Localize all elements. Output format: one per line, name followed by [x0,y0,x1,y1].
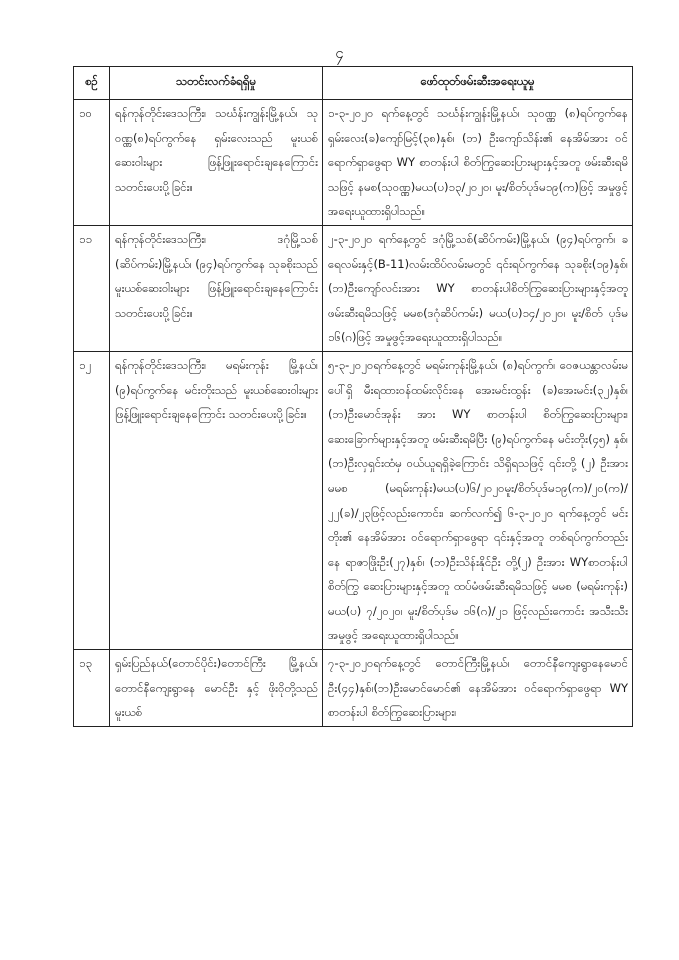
row-news-received: ရှမ်းပြည်နယ်(တောင်ပိုင်း)တောင်ကြီး မြို့နယ်၊ တောင်နီကျေးရွာနေ မောင်ဦး နှင့် ဖိုးဝိုတို့သည် မူးယစ် [110,650,323,727]
row-news-received: ရန်ကုန်တိုင်းဒေသကြီး၊ သင်္ဃန်းကျွန်းမြို့နယ်၊ သုဝဏ္ဏ(၈)ရပ်ကွက်နေ ရှမ်းလေးသည် မူးယစ်ဆေးဝါးများ ဖြန့်ဖြူးရောင်းချနေကြောင်း သတင်းပေးပို့ခြင်း။ [110,100,323,226]
row-action-taken: ၇-၃-၂၀၂၀ရက်နေ့တွင် တောင်ကြီးမြို့နယ်၊ တောင်နီကျေးရွာနေမောင်ဦး(၄၄)နှစ်၊(ဘ)ဦးမောင်မောင်၏ နေအိမ်အား ဝင်ရောက်ရှာဖွေရာ WY စာတန်းပါ စိတ်ကြွဆေးပြားများ၊ [323,650,633,727]
row-serial: ၁၀ [74,100,110,226]
table-row [74,100,633,226]
row-news-received: ရန်ကုန်တိုင်းဒေသကြီး၊ မရမ်းကုန်း မြို့နယ်၊ (၉)ရပ်ကွက်နေ မင်းတိုးသည် မူးယစ်ဆေးဝါးများ ဖြန့်ဖြူးရောင်းချနေကြောင်း သတင်းပေးပို့ခြင်း။ [110,351,323,649]
row-serial: ၁၂ [74,351,110,649]
table-row [74,225,633,351]
row-serial: ၁၁ [74,225,110,351]
report-table [73,66,633,727]
row-serial: ၁၃ [74,650,110,727]
row-news-received: ရန်ကုန်တိုင်းဒေသကြီး၊ ဒဂုံမြို့သစ် (ဆိပ်ကမ်း)မြို့နယ်၊ (၉၄)ရပ်ကွက်နေ သုခစိုးသည် မူးယစ်ဆေးဝါးများ ဖြန့်ဖြူးရောင်းချနေကြောင်း သတင်းပေးပို့ခြင်း။ [110,225,323,351]
table-row [74,351,633,649]
header-news-received: သတင်းလက်ခံရရှိမှု [110,67,323,100]
row-action-taken: ၁-၃-၂၀၂၀ ရက်နေ့တွင် သင်္ဃန်းကျွန်းမြို့နယ်၊ သုဝဏ္ဏ (၈)ရပ်ကွက်နေ ရှမ်းလေး(ခ)ကျော်မြင့်(၃၈)နှစ်၊ (ဘ) ဦးကျော်သိန်း၏ နေအိမ်အား ဝင်ရောက်ရှာဖွေရာ WY စာတန်းပါ စိတ်ကြွဆေးပြားများနှင့်အတူ ဖမ်းဆီးရမိသဖြင့် နမစ(သုဝဏ္ဏ)မယ(ပ)၁၃/၂၀၂၀၊ မူး/စိတ်ပုဒ်မ၁၉(က)ဖြင့် အမှုဖွင့်အရေးယူထားရှိပါသည်။ [323,100,633,226]
page-number: ၄ [335,44,344,62]
row-action-taken: ၂-၃-၂၀၂၀ ရက်နေ့တွင် ဒဂုံမြို့သစ်(ဆိပ်ကမ်း)မြို့နယ်၊ (၉၄)ရပ်ကွက်၊ ခရေလမ်းနှင့်(B-11)လမ်းထိပ်လမ်းမတွင် ၎င်းရပ်ကွက်နေ သုခစိုး(၁၉)နှစ်၊ (ဘ)ဦးကျော်လင်းအား WY စာတန်းပါစိတ်ကြွဆေးပြားများနှင့်အတူ ဖမ်းဆီးရမိသဖြင့် မမစ(ဒဂုံဆိပ်ကမ်း) မယ(ပ)၁၄/၂၀၂၀၊ မူး/စိတ် ပုဒ်မ ၁၆(ဂ)ဖြင့် အမှုဖွင့်အရေးယူထားရှိပါသည်။ [323,225,633,351]
row-action-taken: ၅-၃-၂၀၂၀ရက်နေ့တွင် မရမ်းကုန်းမြို့နယ်၊ (၈)ရပ်ကွက်၊ ဝေဇယန္တာလမ်းမပေါ်ရှိ မီးရထားဝန်ထမ်းလိုင်းနေ အေးမင်းထွန်း (ခ)အေးမင်း(၃၂)နှစ်၊(ဘ)ဦးမောင်အုန်း အား WY စာတန်းပါ စိတ်ကြွဆေးပြားများ၊ ဆေးခြောက်များနှင့်အတူ ဖမ်းဆီးရမိပြီး (၉)ရပ်ကွက်နေ မင်းတိုး(၄၅) နှစ်၊ (ဘ)ဦးလှရှင်းထံမှ ဝယ်ယူရရှိခဲ့ကြောင်း သိရှိရသဖြင့် ၎င်းတို့ (၂) ဦးအား မမစ (မရမ်းကုန်း)မယ(ပ)၆/၂၀၂၀မူး/စိတ်ပုဒ်မ၁၉(က)/၂၀(က)/ ၂၂(ခ)/၂၃ဖြင့်လည်းကောင်း၊ ဆက်လက်၍ ၆-၃-၂၀၂၀ ရက်နေ့တွင် မင်းတိုး၏ နေအိမ်အား ဝင်ရောက်ရှာဖွေရာ ၎င်းနှင့်အတူ တစ်ရပ်ကွက်တည်းနေ ရာဇာဖြိုးဦး(၂၇)နှစ်၊ (ဘ)ဦးသိန်းနိုင်ဦး တို့(၂) ဦးအား WYစာတန်းပါ စိတ်ကြွ ဆေးပြားများနှင့်အတူ ထပ်မံဖမ်းဆီးရမိသဖြင့် မမစ (မရမ်းကုန်း) မယ(ပ) ၇/၂၀၂၀၊ မူး/စိတ်ပုဒ်မ ၁၆(ဂ)/၂၁ ဖြင့်လည်းကောင်း အသီးသီးအမှုဖွင့် အရေးယူထားရှိပါသည်။ [323,351,633,649]
header-serial: စဉ် [74,67,110,100]
table-row [74,650,633,727]
table-header-row [74,67,633,100]
header-action-taken: ဖော်ထုတ်ဖမ်းဆီးအရေးယူမှု [323,67,633,100]
